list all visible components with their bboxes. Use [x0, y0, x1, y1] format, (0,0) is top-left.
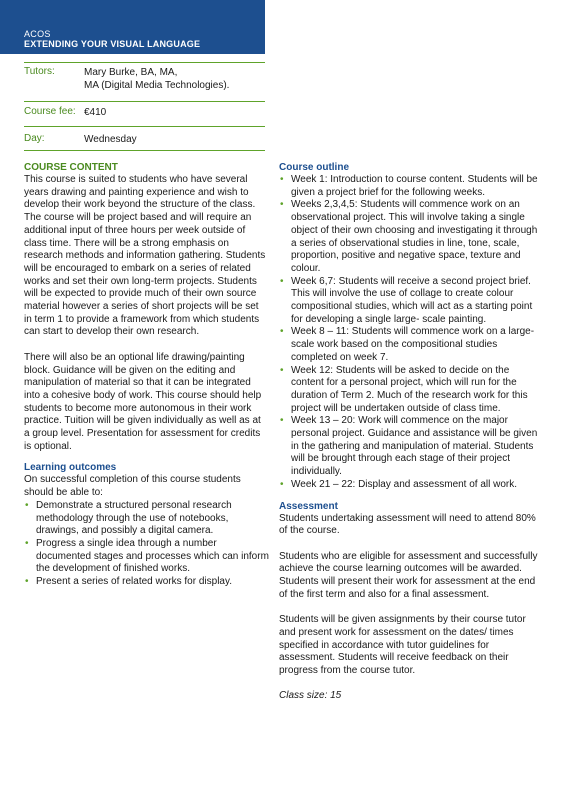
tutors-line-1: Mary Burke, BA, MA,: [84, 67, 178, 78]
class-size: Class size: 15: [279, 690, 342, 702]
bullet-icon: •: [280, 478, 284, 490]
course-outline-list: [279, 174, 541, 492]
course-outline-heading: Course outline: [279, 162, 350, 173]
bullet-icon: •: [280, 174, 284, 185]
course-content-heading: COURSE CONTENT: [24, 162, 118, 173]
bullet-icon: •: [280, 275, 284, 287]
list-item: • Week 8 – 11: Students will commence work on a large-scale work based on the compositional studies completed on week 7.: [280, 326, 535, 363]
course-content-paragraph-1: This course is suited to students who have several years drawing and painting experience and wish to develop their work beyond the structure of the class. The course will be project based and will require an additional input of three hours per week outside of class time. There will be a strong emphasis on research methods and information gathering. Students will be encouraged to embark on a series of related works and set their own long-term projects. Students will be expected to provide much of their own source material however a series of short projects will be set in term 1 to provide a framework from which students can start to develop their own research.: [24, 174, 266, 338]
bullet-icon: •: [25, 537, 29, 549]
assessment-paragraph-3: Students will be given assignments by their course tutor and present work for assessment on the dates/ times specified in accordance with tutor guidelines for assessment. Students will receive feedback on their progress from the course tutor.: [279, 614, 526, 676]
divider: [24, 62, 265, 63]
right-column: [279, 161, 541, 703]
list-item: • Week 6,7: Students will receive a second project brief. This will involve the use of collage to create colour compositional studies, which will act as a starting point for developing a single large- scale painting.: [280, 275, 533, 325]
bullet-icon: •: [280, 199, 284, 211]
day-label: Day:: [24, 133, 45, 144]
bullet-icon: •: [25, 499, 29, 511]
list-item: • Week 12: Students will be asked to decide on the content for a personal project, which will run for the duration of Term 2. Much of the research work for this project will be undertaken outside of class time.: [280, 364, 528, 414]
bullet-icon: •: [25, 576, 29, 588]
bullet-icon: •: [280, 364, 284, 376]
left-column: [24, 161, 269, 589]
bullet-icon: •: [280, 326, 284, 338]
list-item: • Week 13 – 20: Work will commence on the major personal project. Guidance and assistance will be given in the gathering and manipulation of material. Students will be brought through each stage of their project individually.: [280, 415, 538, 478]
divider: [24, 101, 265, 102]
course-title: EXTENDING YOUR VISUAL LANGUAGE: [24, 39, 201, 49]
tutors-label: Tutors:: [24, 66, 55, 77]
course-header-band: [0, 0, 265, 54]
fee-value: €410: [84, 107, 107, 118]
fee-label: Course fee:: [24, 106, 76, 117]
list-item: • Present a series of related works for display.: [25, 576, 233, 588]
list-item: • Week 21 – 22: Display and assessment of all work.: [280, 478, 518, 490]
list-item: • Weeks 2,3,4,5: Students will commence work on an observational project. This will involve taking a single object of their own choosing and investigating it through a series of observational studies in line, tone, scale, proportion, positive and negative space, texture and colour.: [280, 199, 538, 274]
assessment-paragraph-2: Students who are eligible for assessment and successfully achieve the course learning outcomes will be awarded. Students will present their work for assessment at the end of the first term and also for a final assessment.: [279, 550, 538, 600]
list-item: • Progress a single idea through a number documented stages and processes which can inform the development of finished works.: [25, 537, 269, 575]
list-item: • Week 1: Introduction to course content. Students will be given a project brief for the following weeks.: [280, 174, 538, 198]
course-content-paragraph-2: There will also be an optional life drawing/painting block. Guidance will be given on the editing and manipulation of material so that it can be integrated into a cohesive body of work. This course should help students to become more autonomous in their work practice. Tuition will be given individually as well as at a group level. Presentation for assessment for credits is optional.: [24, 351, 262, 452]
learning-outcomes-heading: Learning outcomes: [24, 462, 117, 474]
assessment-heading: Assessment: [279, 500, 338, 512]
course-code: ACOS: [24, 29, 51, 39]
assessment-paragraph-1: Students undertaking assessment will need to attend 80% of the course.: [279, 512, 536, 537]
divider: [24, 126, 265, 127]
list-item: • Demonstrate a structured personal research methodology through the use of notebooks, drawings, and possibly a digital camera.: [25, 499, 232, 537]
divider: [24, 150, 265, 151]
day-value: Wednesday: [84, 134, 137, 145]
learning-outcomes-intro: On successful completion of this course students should be able to:: [24, 474, 241, 499]
learning-outcomes-list: [24, 500, 269, 589]
bullet-icon: •: [280, 415, 284, 427]
tutors-line-2: MA (Digital Media Technologies).: [84, 80, 230, 91]
